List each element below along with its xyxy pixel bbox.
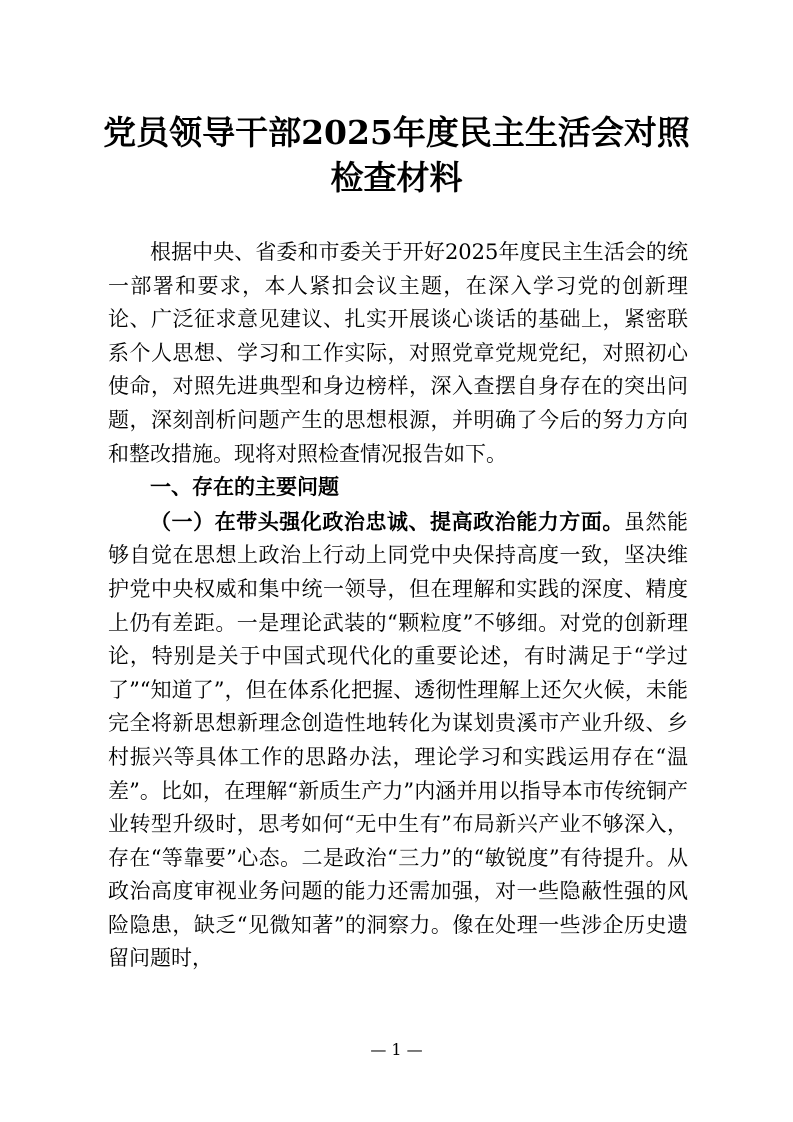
document-title-line-1: 党员领导干部2025年度民主生活会对照: [103, 113, 690, 152]
document-title-line-2: 检查材料: [330, 158, 463, 197]
section-1-heading-paragraph: [108, 471, 688, 505]
subsection-1-paragraph: [108, 505, 688, 976]
section-1-heading: 一、存在的主要问题: [150, 475, 339, 500]
page-number: — 1 —: [370, 1040, 423, 1059]
intro-paragraph: 根据中央、省委和市委关于开好2025年度民主生活会的统一部署和要求，本人紧扣会议主题，在深入学习党的创新理论、广泛征求意见建议、扎实开展谈心谈话的基础上，紧密联系个人思想、学习和工作实际，对照党章党规党纪，对照初心使命，对照先进典型和身边榜样，深入查摆自身存在的突出问题，深刻剖析问题产生的思想根源，并明确了今后的努力方向和整改措施。现将对照检查情况报告如下。: [108, 240, 688, 466]
subsection-1-text: 虽然能够自觉在思想上政治上行动上同党中央保持高度一致，坚决维护党中央权威和集中统一领导，但在理解和实践的深度、精度上仍有差距。一是理论武装的“颗粒度”不够细。对党的创新理论，特别是关于中国式现代化的重要论述，有时满足于“学过了”“知道了”，但在体系化把握、透彻性理解上还欠火候，未能完全将新思想新理念创造性地转化为谋划贵溪市产业升级、乡村振兴等具体工作的思路办法，理论学习和实践运用存在“温差”。比如，在理解“新质生产力”内涵并用以指导本市传统铜产业转型升级时，思考如何“无中生有”布局新兴产业不够深入，存在“等靠要”心态。二是政治“三力”的“敏锐度”有待提升。从政治高度审视业务问题的能力还需加强，对一些隐蔽性强的风险隐患，缺乏“见微知著”的洞察力。像在处理一些涉企历史遗留问题时，: [108, 509, 689, 971]
document-body: [108, 236, 688, 976]
subsection-1-heading: （一）在带头强化政治忠诚、提高政治能力方面。: [150, 508, 624, 534]
